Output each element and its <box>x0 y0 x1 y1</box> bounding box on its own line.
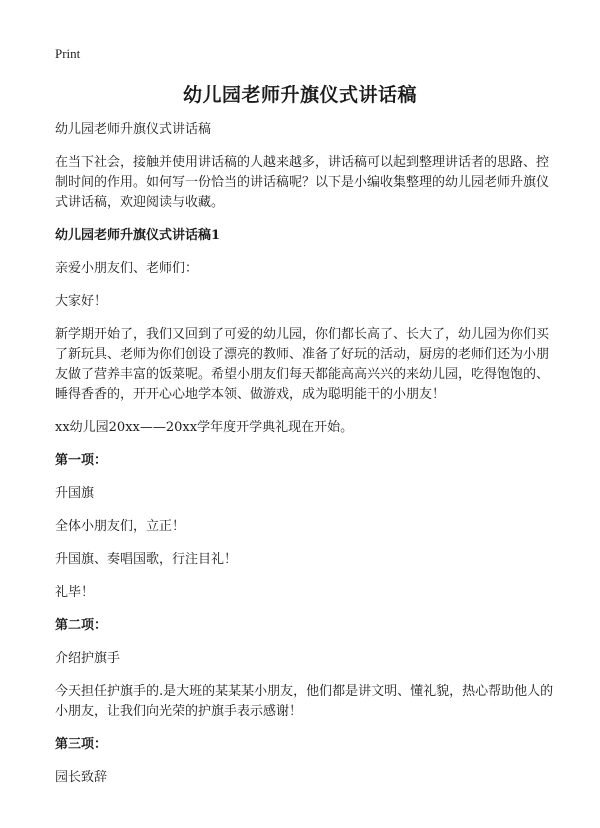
paragraph: 今天担任护旗手的.是大班的某某某小朋友，他们都是讲文明、懂礼貌，热心帮助他人的小朋友，让我们向光荣的护旗手表示感谢！ <box>55 684 554 719</box>
section-heading: 第三项： <box>55 737 108 752</box>
paragraph: 升国旗、奏唱国歌，行注目礼！ <box>55 552 238 567</box>
paragraph: 介绍护旗手 <box>55 651 121 666</box>
paragraph: 升国旗 <box>55 486 95 501</box>
paragraph: 全体小朋友们，立正！ <box>55 519 186 534</box>
page-title: 幼儿园老师升旗仪式讲话稿 <box>182 84 417 106</box>
paragraph: 幼儿园老师升旗仪式讲话稿 <box>55 122 212 137</box>
paragraph: 在当下社会，接触并使用讲话稿的人越来越多，讲话稿可以起到整理讲话者的思路、控制时间的作用。如何写一份恰当的讲话稿呢？以下是小编收集整理的幼儿园老师升旗仪式讲话稿，欢迎阅读与收藏。 <box>55 155 550 210</box>
article-body <box>55 120 555 801</box>
section-heading: 第一项： <box>55 453 108 468</box>
paragraph: 园长致辞 <box>55 770 108 785</box>
section-heading: 幼儿园老师升旗仪式讲话稿1 <box>55 228 221 243</box>
paragraph: 礼毕！ <box>55 585 95 600</box>
print-link[interactable]: Print <box>55 46 81 61</box>
section-heading: 第二项： <box>55 618 108 633</box>
paragraph: xx幼儿园20xx——20xx学年度开学典礼现在开始。 <box>55 420 354 435</box>
paragraph: 亲爱小朋友们、老师们： <box>55 261 199 276</box>
paragraph: 大家好！ <box>55 294 108 309</box>
paragraph: 新学期开始了，我们又回到了可爱的幼儿园，你们都长高了、长大了，幼儿园为你们买了新玩具、老师为你们创设了漂亮的教师、准备了好玩的活动，厨房的老师们还为小朋友做了营养丰富的饭菜呢。希望小朋友们每天都能高高兴兴的来幼儿园，吃得饱饱的、睡得香香的，开开心心地学本领、做游戏，成为聪明能干的小朋友！ <box>55 327 550 402</box>
